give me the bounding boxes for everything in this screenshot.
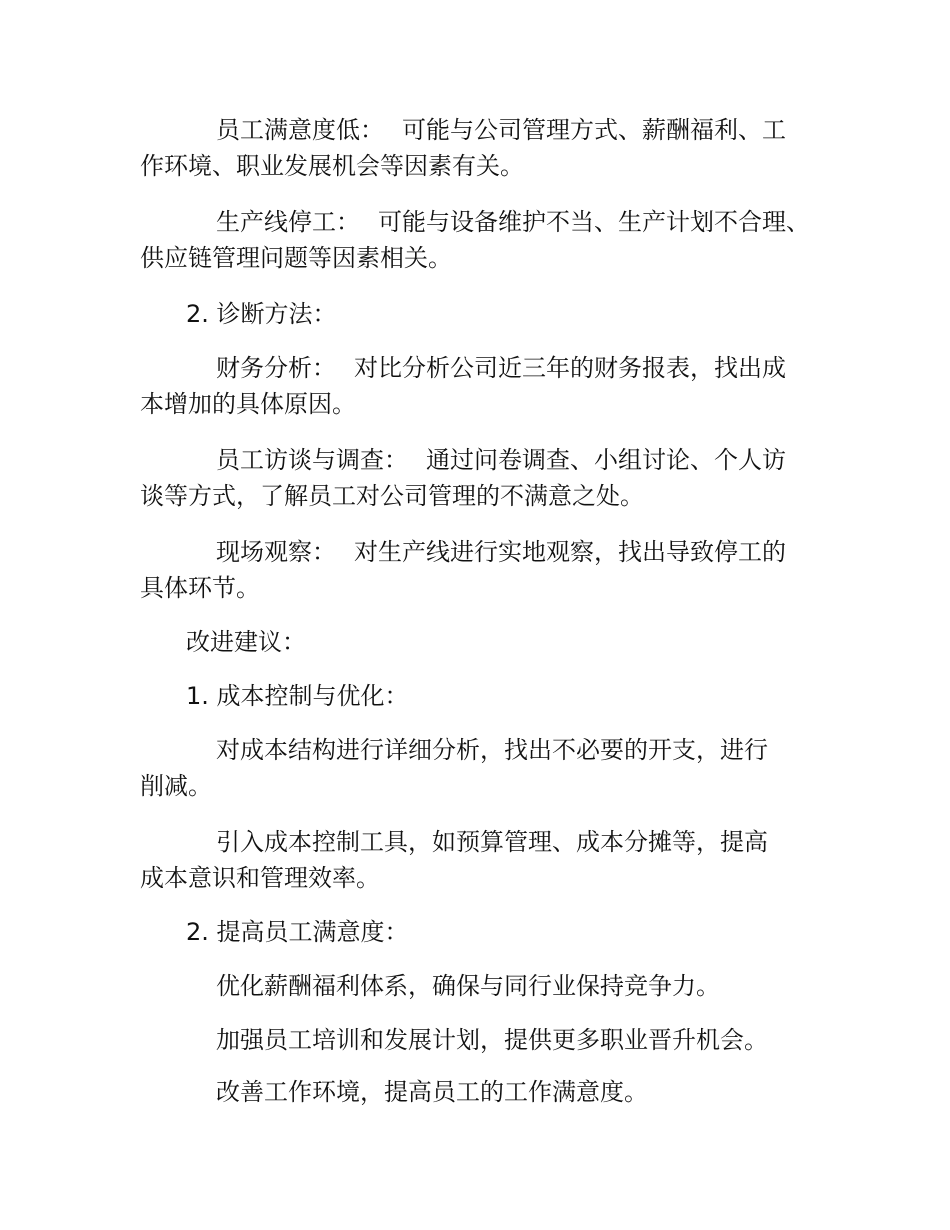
paragraph-text: 可能与公司管理方式、薪酬福利、工 xyxy=(402,116,786,144)
paragraph-text: 谈等方式，了解员工对公司管理的不满意之处。 xyxy=(140,482,644,510)
paragraph-text: 可能与设备维护不当、生产计划不合理、 xyxy=(378,208,810,236)
paragraph-employee-interviews xyxy=(140,442,820,514)
heading-improvement-suggestions xyxy=(140,624,820,660)
heading-improve-satisfaction xyxy=(140,914,820,950)
paragraph-production-stoppage xyxy=(140,204,820,276)
paragraph-text: 引入成本控制工具，如预算管理、成本分摊等，提高 xyxy=(216,828,768,856)
paragraph-label: 员工满意度低： xyxy=(216,116,384,144)
paragraph-compensation xyxy=(140,968,820,1004)
paragraph-site-observation xyxy=(140,534,820,606)
paragraph-text: 改善工作环境，提高员工的工作满意度。 xyxy=(216,1078,648,1106)
paragraph-text: 对生产线进行实地观察，找出导致停工的 xyxy=(354,538,786,566)
paragraph-cost-tools xyxy=(140,824,820,896)
heading-cost-control xyxy=(140,678,820,714)
heading-text: 1. 成本控制与优化： xyxy=(186,682,409,710)
paragraph-text: 作环境、职业发展机会等因素有关。 xyxy=(140,152,524,180)
paragraph-text: 优化薪酬福利体系，确保与同行业保持竞争力。 xyxy=(216,972,720,1000)
paragraph-text: 通过问卷调查、小组讨论、个人访 xyxy=(426,446,786,474)
paragraph-label: 财务分析： xyxy=(216,354,336,382)
paragraph-label: 生产线停工： xyxy=(216,208,360,236)
paragraph-text: 具体环节。 xyxy=(140,574,260,602)
heading-text: 2. 提高员工满意度： xyxy=(186,918,409,946)
paragraph-label: 员工访谈与调查： xyxy=(216,446,408,474)
paragraph-employee-satisfaction xyxy=(140,112,820,184)
paragraph-financial-analysis xyxy=(140,350,820,422)
paragraph-label: 现场观察： xyxy=(216,538,336,566)
heading-text: 2. 诊断方法： xyxy=(186,300,337,328)
paragraph-text: 本增加的具体原因。 xyxy=(140,390,356,418)
paragraph-text: 对比分析公司近三年的财务报表，找出成 xyxy=(354,354,786,382)
paragraph-cost-structure xyxy=(140,732,820,804)
paragraph-text: 削减。 xyxy=(140,772,212,800)
heading-text: 改进建议： xyxy=(186,628,306,656)
paragraph-text: 加强员工培训和发展计划，提供更多职业晋升机会。 xyxy=(216,1026,768,1054)
paragraph-text: 供应链管理问题等因素相关。 xyxy=(140,244,452,272)
paragraph-text: 对成本结构进行详细分析，找出不必要的开支，进行 xyxy=(216,736,768,764)
paragraph-training xyxy=(140,1022,820,1058)
heading-diagnosis-methods xyxy=(140,296,820,332)
paragraph-work-environment xyxy=(140,1074,820,1110)
paragraph-text: 成本意识和管理效率。 xyxy=(140,864,380,892)
